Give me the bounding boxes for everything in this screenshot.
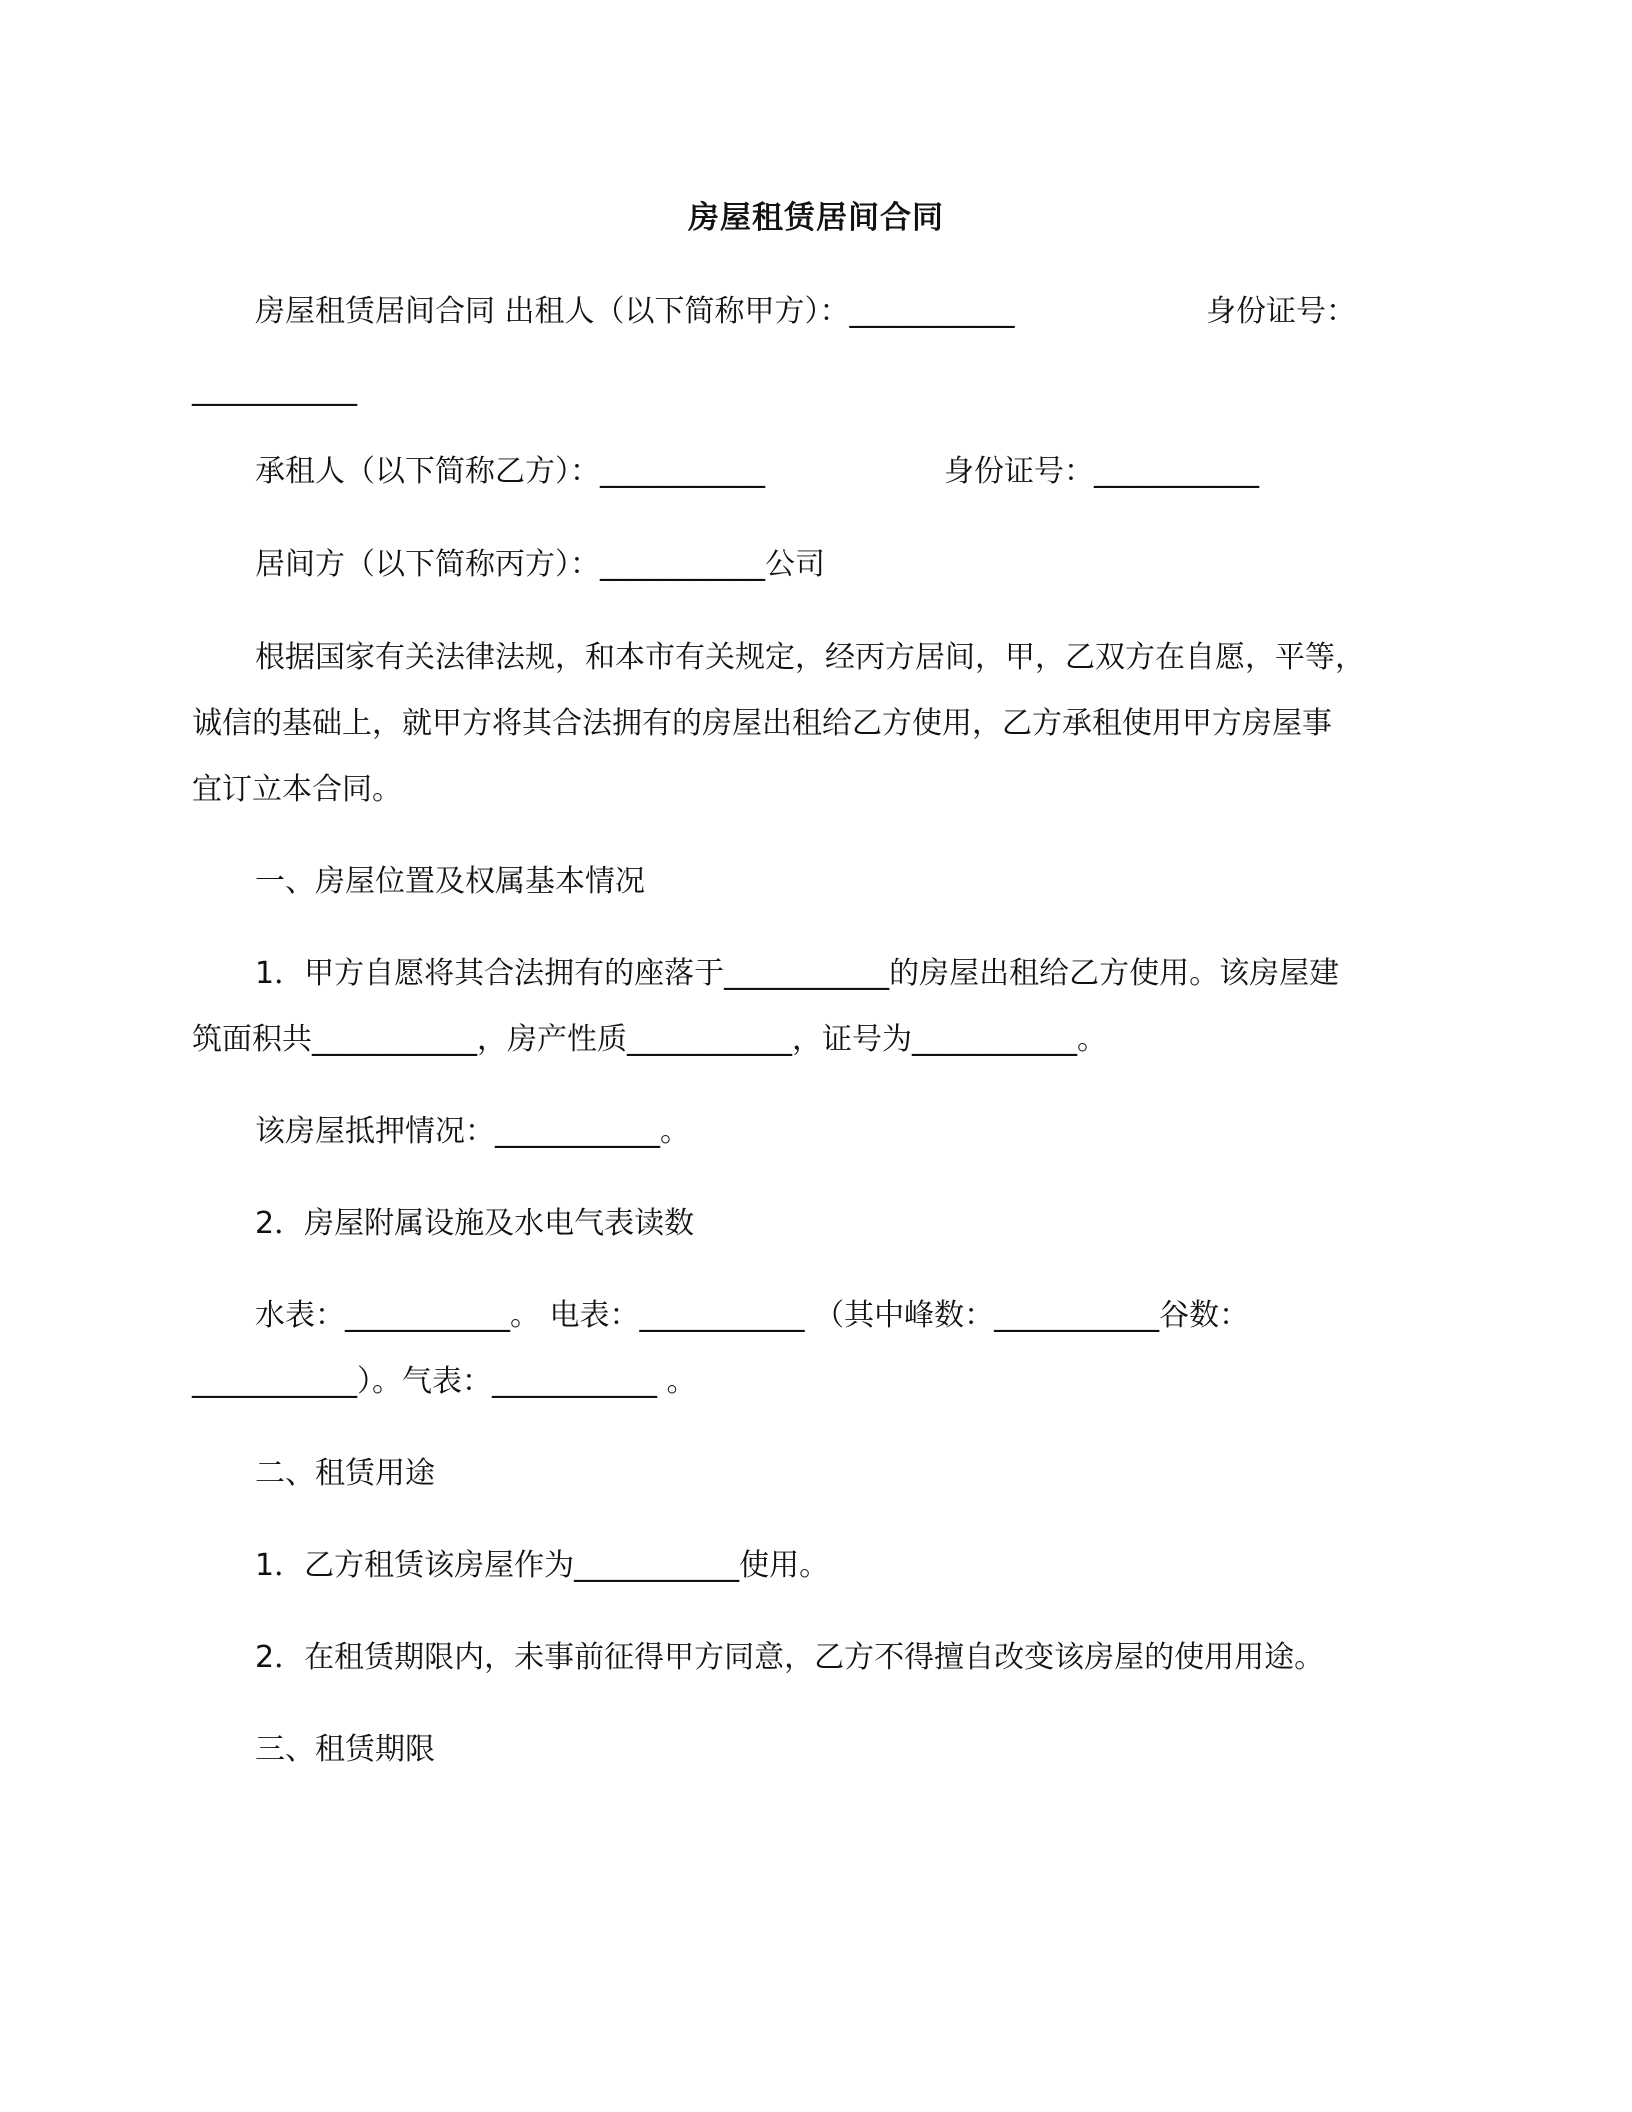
mortgage-line: 该房屋抵押情况：___________。 (255, 1114, 690, 1149)
item-2-1: 1．乙方租赁该房屋作为___________使用。 (255, 1548, 830, 1583)
item-1-2: 2．房屋附属设施及水电气表读数 (255, 1206, 695, 1241)
item-1-1-line-1: 1．甲方自愿将其合法拥有的座落于___________的房屋出租给乙方使用。该房屋建 (255, 956, 1340, 991)
meters-line-1: 水表：___________。 电表：___________ （其中峰数：___________谷数： (255, 1298, 1250, 1333)
section-3-heading: 三、租赁期限 (255, 1732, 435, 1767)
party-c-line: 居间方（以下简称丙方）：___________公司 (255, 547, 825, 582)
meters-line-2: ___________）。气表：___________ 。 (192, 1364, 697, 1399)
intro-line-2: 诚信的基础上，就甲方将其合法拥有的房屋出租给乙方使用，乙方承租使用甲方房屋事 (192, 706, 1332, 741)
party-b-id: 身份证号：___________ (944, 454, 1259, 489)
party-a-lead: 房屋租赁居间合同 出租人（以下简称甲方）：___________ (255, 294, 1015, 329)
item-2-2: 2．在租赁期限内，未事前征得甲方同意，乙方不得擅自改变该房屋的使用用途。 (255, 1640, 1325, 1675)
party-a-id-label: 身份证号： (1206, 294, 1356, 329)
item-1-1-line-2: 筑面积共___________，房产性质___________，证号为___________。 (192, 1022, 1107, 1057)
intro-line-3: 宜订立本合同。 (192, 772, 402, 807)
section-1-heading: 一、房屋位置及权属基本情况 (255, 864, 645, 899)
intro-line-1: 根据国家有关法律法规，和本市有关规定，经丙方居间，甲，乙双方在自愿，平等， (255, 640, 1365, 675)
party-b-lead: 承租人（以下简称乙方）：___________ (255, 454, 765, 489)
document-title: 房屋租赁居间合同 (688, 200, 944, 236)
section-2-heading: 二、租赁用途 (255, 1456, 435, 1491)
party-a-id-blank: ___________ (192, 372, 357, 407)
